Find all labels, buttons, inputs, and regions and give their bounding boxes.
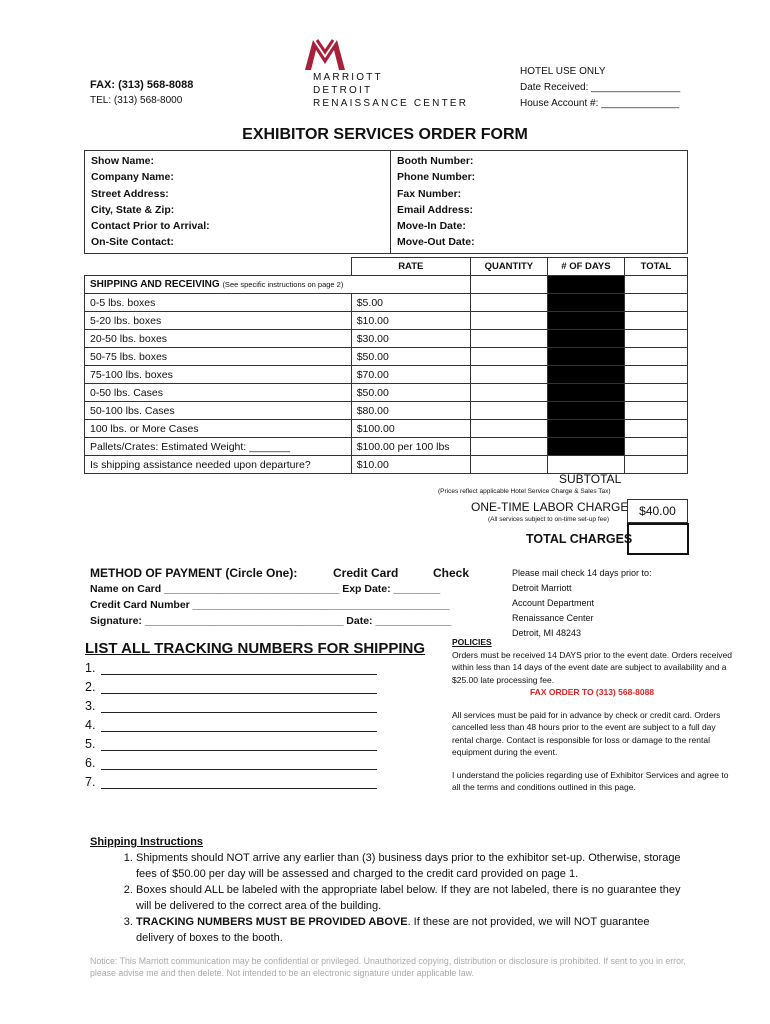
item-label: 100 lbs. or More Cases [85, 420, 352, 438]
tracking-line[interactable] [85, 699, 377, 713]
total-charges-box[interactable] [627, 523, 689, 555]
shipping-rate-table [84, 257, 688, 474]
policy-text-1: Orders must be received 14 DAYS prior to the event date. Orders received within less than 14 days of the event date are subject to availability and a $25.00 late processing fee. [452, 649, 733, 685]
header-quantity: QUANTITY [470, 258, 547, 276]
tracking-title: LIST ALL TRACKING NUMBERS FOR SHIPPING [85, 640, 426, 657]
total-cell[interactable] [624, 438, 687, 456]
quantity-cell[interactable] [470, 366, 547, 384]
tracking-line[interactable] [85, 775, 377, 789]
item-rate: $100.00 per 100 lbs [351, 438, 470, 456]
item-rate: $70.00 [351, 366, 470, 384]
days-cell [547, 348, 624, 366]
item-rate: $10.00 [351, 312, 470, 330]
tracking-line[interactable] [85, 661, 377, 675]
card-name-line[interactable]: Name on Card ______________________________ Exp Date: ________ [90, 583, 441, 595]
policies-heading: POLICIES [452, 637, 492, 647]
shipping-item-3-rest: . If these are not provided, we will NOT guarantee delivery of boxes to the booth. [136, 916, 650, 944]
contact-prior-field[interactable]: Contact Prior to Arrival: [91, 220, 210, 233]
shipping-list [90, 850, 690, 946]
days-cell [547, 384, 624, 402]
house-account[interactable]: House Account #: ______________ [520, 98, 680, 109]
total-charges-label: TOTAL CHARGES [526, 532, 633, 546]
mail-line: Please mail check 14 days prior to: [512, 568, 652, 578]
table-row [85, 312, 688, 330]
item-label: Pallets/Crates: Estimated Weight: _______ [85, 438, 352, 456]
total-cell[interactable] [624, 402, 687, 420]
shipping-item-1: 1. Shipments should NOT arrive any earlier than (3) business days prior to the exhibitor set-up. Otherwise, storage fees of $50.00 per day will be assessed and charged to the credit card provided on page 1. [136, 850, 690, 882]
item-label: 75-100 lbs. boxes [85, 366, 352, 384]
tracking-input-line[interactable] [101, 700, 377, 713]
item-label: 5-20 lbs. boxes [85, 312, 352, 330]
table-header-row [85, 258, 688, 276]
street-address-field[interactable]: Street Address: [91, 187, 169, 200]
quantity-cell[interactable] [470, 420, 547, 438]
logo-line-1: MARRIOTT [313, 72, 383, 83]
phone-number-field[interactable]: Phone Number: [397, 171, 476, 184]
hotel-use-title: HOTEL USE ONLY [520, 66, 606, 77]
item-label: Is shipping assistance needed upon departure? [85, 456, 352, 474]
item-rate: $50.00 [351, 384, 470, 402]
payment-method-label: METHOD OF PAYMENT (Circle One): [90, 566, 298, 580]
section-row [85, 276, 688, 294]
labor-charge-note: (All services subject to on-time set-up fee) [488, 516, 610, 523]
days-cell [547, 312, 624, 330]
move-out-date-field[interactable]: Move-Out Date: [397, 236, 475, 249]
section-title: SHIPPING AND RECEIVING (See specific instructions on page 2) [85, 276, 471, 294]
header-rate: RATE [351, 258, 470, 276]
tracking-line[interactable] [85, 737, 377, 751]
item-label: 0-5 lbs. boxes [85, 294, 352, 312]
info-right-column[interactable] [391, 151, 688, 254]
card-number-line[interactable]: Credit Card Number ____________________________________________ [90, 599, 450, 611]
tracking-input-line[interactable] [101, 662, 377, 675]
marriott-logo-icon [303, 36, 347, 70]
hotel-use-block [520, 64, 680, 112]
mail-line: Detroit, MI 48243 [512, 628, 582, 638]
logo-line-3: RENAISSANCE CENTER [313, 98, 469, 109]
labor-charge-label: ONE-TIME LABOR CHARGE [471, 500, 629, 514]
shipping-instructions [90, 834, 690, 946]
confidentiality-notice: Notice: This Marriott communication may be confidential or privileged. Unauthorized copying, distribution or disclosure is prohibited. If sent to you in error, please advise me and then delete. Not intended to be an electronic signature under applicable law. [90, 956, 686, 978]
total-cell[interactable] [624, 312, 687, 330]
item-rate: $5.00 [351, 294, 470, 312]
item-label: 50-75 lbs. boxes [85, 348, 352, 366]
logo-line-2: DETROIT [313, 85, 373, 96]
tracking-number-label: 7. [85, 775, 96, 789]
table-row [85, 438, 688, 456]
tracking-input-line[interactable] [101, 757, 377, 770]
days-cell[interactable] [547, 456, 624, 474]
header-days: # OF DAYS [547, 258, 624, 276]
item-rate: $80.00 [351, 402, 470, 420]
tracking-number-label: 3. [85, 699, 96, 713]
tracking-number-label: 1. [85, 661, 96, 675]
mail-line: Account Department [512, 598, 595, 608]
shipping-heading: Shipping Instructions [90, 836, 204, 848]
quantity-cell[interactable] [470, 294, 547, 312]
item-rate: $100.00 [351, 420, 470, 438]
tracking-number-label: 2. [85, 680, 96, 694]
date-received[interactable]: Date Received: ________________ [520, 82, 681, 93]
shipping-item-2: 2. Boxes should ALL be labeled with the appropriate label below. If they are not labeled, there is no guarantee they will be delivered to the correct area of the building. [136, 882, 690, 914]
form-title: EXHIBITOR SERVICES ORDER FORM [242, 126, 528, 143]
fax-order-text: FAX ORDER TO (313) 568-8088 [529, 687, 655, 697]
email-address-field[interactable]: Email Address: [397, 203, 474, 216]
company-name-field[interactable]: Company Name: [91, 171, 174, 184]
city-state-zip-field[interactable]: City, State & Zip: [91, 203, 175, 216]
show-name-field[interactable]: Show Name: [91, 155, 155, 167]
tel-number: TEL: (313) 568-8000 [90, 95, 183, 106]
tracking-number-label: 4. [85, 718, 96, 732]
tracking-line[interactable] [85, 680, 377, 694]
quantity-cell[interactable] [470, 330, 547, 348]
mail-line: Renaissance Center [512, 613, 594, 623]
days-cell [547, 366, 624, 384]
quantity-cell[interactable] [470, 456, 547, 474]
quantity-cell[interactable] [470, 384, 547, 402]
tracking-input-line[interactable] [101, 719, 377, 732]
fax-number: FAX: (313) 568-8088 [90, 79, 194, 91]
table-row [85, 384, 688, 402]
quantity-cell[interactable] [470, 312, 547, 330]
item-label: 20-50 lbs. boxes [85, 330, 352, 348]
table-row [85, 294, 688, 312]
info-left-column[interactable] [85, 151, 391, 254]
tracking-number-label: 6. [85, 756, 96, 770]
days-cell [547, 330, 624, 348]
item-rate: $50.00 [351, 348, 470, 366]
exhibitor-info-table [84, 150, 688, 254]
labor-charge-value: $40.00 [627, 499, 688, 523]
item-rate: $10.00 [351, 456, 470, 474]
total-cell[interactable] [624, 348, 687, 366]
tracking-input-line[interactable] [101, 776, 377, 789]
mail-check-address [512, 566, 652, 641]
days-cell [547, 294, 624, 312]
policies-block [452, 636, 732, 794]
item-rate: $30.00 [351, 330, 470, 348]
total-cell[interactable] [624, 456, 687, 474]
header-total: TOTAL [624, 258, 687, 276]
days-cell [547, 438, 624, 456]
mail-line: Detroit Marriott [512, 583, 572, 593]
booth-number-field[interactable]: Booth Number: [397, 155, 474, 167]
table-row [85, 402, 688, 420]
tracking-number-label: 5. [85, 737, 96, 751]
item-label: 50-100 lbs. Cases [85, 402, 352, 420]
policy-text-2: All services must be paid for in advance by check or credit card. Orders cancelled less than 48 hours prior to the event are subject to a full day rental charge. Contact is responsible for loss or damage to the rental equipment during the event. [452, 709, 721, 757]
table-row [85, 348, 688, 366]
move-in-date-field[interactable]: Move-In Date: [397, 220, 466, 233]
table-row [85, 456, 688, 474]
tracking-line[interactable] [85, 756, 377, 770]
credit-card-option[interactable]: Credit Card [333, 566, 399, 580]
table-row [85, 366, 688, 384]
policy-text-3: I understand the policies regarding use of Exhibitor Services and agree to all the terms and conditions outlined in this page. [452, 769, 729, 792]
shipping-item-3 [136, 914, 690, 946]
days-cell [547, 402, 624, 420]
subtotal-label: SUBTOTAL [559, 472, 622, 486]
table-row [85, 330, 688, 348]
days-cell [547, 420, 624, 438]
table-row [85, 420, 688, 438]
total-cell[interactable] [624, 366, 687, 384]
fax-number-field[interactable]: Fax Number: [397, 187, 462, 200]
tracking-line[interactable] [85, 718, 377, 732]
signature-line[interactable]: Signature: __________________________________ Date: _____________ [90, 615, 452, 627]
check-option[interactable]: Check [433, 566, 470, 580]
subtotal-note: (Prices reflect applicable Hotel Service Charge & Sales Tax) [438, 488, 611, 495]
shipping-item-3-bold: TRACKING NUMBERS MUST BE PROVIDED ABOVE [136, 916, 408, 928]
quantity-cell[interactable] [470, 348, 547, 366]
total-cell[interactable] [624, 420, 687, 438]
tracking-input-line[interactable] [101, 681, 377, 694]
tracking-input-line[interactable] [101, 738, 377, 751]
onsite-contact-field[interactable]: On-Site Contact: [91, 236, 174, 249]
quantity-cell[interactable] [470, 438, 547, 456]
item-label: 0-50 lbs. Cases [85, 384, 352, 402]
total-cell[interactable] [624, 384, 687, 402]
total-cell[interactable] [624, 294, 687, 312]
total-cell[interactable] [624, 330, 687, 348]
quantity-cell[interactable] [470, 402, 547, 420]
